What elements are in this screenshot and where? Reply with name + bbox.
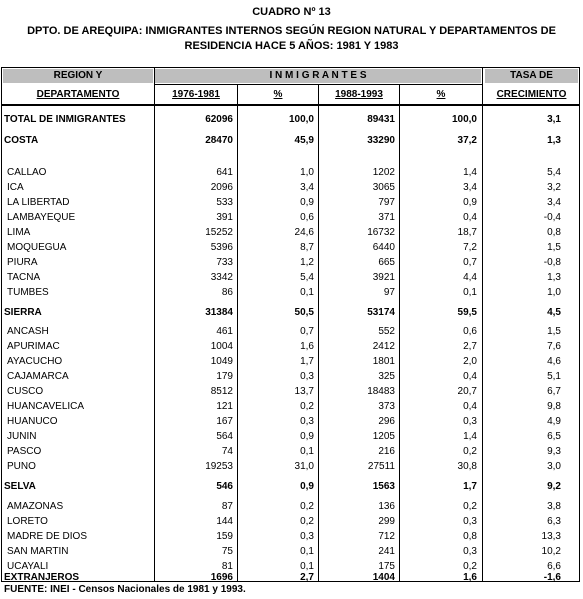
cell-v2: 371 xyxy=(378,212,395,223)
table-row xyxy=(1,182,580,197)
cell-p2: 2,0 xyxy=(463,356,477,367)
table-row xyxy=(1,546,580,561)
cell-r: -1,6 xyxy=(543,572,561,583)
cell-v2: 53174 xyxy=(367,307,395,318)
header-rate-top: TASA DE xyxy=(510,70,553,81)
row-label: ANCASH xyxy=(7,326,49,337)
cell-v1: 15252 xyxy=(205,227,233,238)
cell-p1: 0,9 xyxy=(300,481,314,492)
row-label: SIERRA xyxy=(4,307,42,318)
cell-p1: 1,7 xyxy=(300,356,314,367)
cell-v1: 733 xyxy=(216,257,233,268)
cell-v2: 16732 xyxy=(367,227,395,238)
cell-v2: 3921 xyxy=(372,272,395,283)
cell-r: 9,3 xyxy=(547,446,561,457)
cell-v1: 2096 xyxy=(210,182,233,193)
cell-v1: 8512 xyxy=(210,386,233,397)
cell-p2: 0,2 xyxy=(463,446,477,457)
table-row xyxy=(1,386,580,401)
table-row xyxy=(1,501,580,516)
cell-p1: 0,9 xyxy=(300,197,314,208)
cell-v1: 74 xyxy=(221,446,233,457)
cell-v2: 552 xyxy=(378,326,395,337)
cell-p1: 13,7 xyxy=(294,386,314,397)
cell-p2: 18,7 xyxy=(457,227,477,238)
table-row xyxy=(1,135,580,150)
cell-p1: 3,4 xyxy=(300,182,314,193)
header-rate-bottom: CRECIMIENTO xyxy=(496,89,567,100)
row-label: APURIMAC xyxy=(7,341,60,352)
table-row xyxy=(1,461,580,476)
cell-r: 9,8 xyxy=(547,401,561,412)
row-label: TUMBES xyxy=(7,287,49,298)
cell-p2: 0,9 xyxy=(463,197,477,208)
cell-p1: 0,6 xyxy=(300,212,314,223)
row-label: SAN MARTIN xyxy=(7,546,69,557)
cell-v1: 641 xyxy=(216,167,233,178)
cell-p1: 2,7 xyxy=(300,572,314,583)
table-row xyxy=(1,272,580,287)
cell-r: 3,1 xyxy=(547,114,561,125)
cell-p2: 37,2 xyxy=(457,135,477,146)
row-label: TACNA xyxy=(7,272,41,283)
cell-p2: 100,0 xyxy=(451,114,477,125)
cell-v2: 296 xyxy=(378,416,395,427)
row-label: EXTRANJEROS xyxy=(4,572,80,583)
row-label: PASCO xyxy=(7,446,42,457)
cell-r: 13,3 xyxy=(541,531,561,542)
cell-p1: 45,9 xyxy=(294,135,314,146)
cell-p1: 5,4 xyxy=(300,272,314,283)
cell-p1: 0,2 xyxy=(300,516,314,527)
row-label: CALLAO xyxy=(7,167,47,178)
cell-v2: 2412 xyxy=(372,341,395,352)
cell-p2: 0,3 xyxy=(463,546,477,557)
cell-r: 4,5 xyxy=(547,307,561,318)
row-label: LIMA xyxy=(7,227,31,238)
cell-v2: 665 xyxy=(378,257,395,268)
cell-p2: 0,8 xyxy=(463,531,477,542)
cell-v2: 18483 xyxy=(367,386,395,397)
cell-p1: 0,2 xyxy=(300,501,314,512)
cell-v2: 1205 xyxy=(372,431,395,442)
cell-p2: 4,4 xyxy=(463,272,477,283)
cell-p2: 0,3 xyxy=(463,416,477,427)
cell-p2: 1,4 xyxy=(463,431,477,442)
table-number: CUADRO Nº 13 xyxy=(252,6,331,18)
cell-r: 0,8 xyxy=(547,227,561,238)
cell-p2: 1,6 xyxy=(463,572,477,583)
header-region-top: REGION Y xyxy=(53,70,103,81)
cell-v2: 1801 xyxy=(372,356,395,367)
table-row xyxy=(1,341,580,356)
cell-p2: 0,4 xyxy=(463,212,477,223)
header-period-1993: 1988-1993 xyxy=(335,89,383,100)
row-label: HUANCAVELICA xyxy=(7,401,85,412)
row-label: LAMBAYEQUE xyxy=(7,212,76,223)
cell-p1: 0,2 xyxy=(300,401,314,412)
table-row xyxy=(1,257,580,272)
row-label: PUNO xyxy=(7,461,36,472)
row-label: CUSCO xyxy=(7,386,44,397)
cell-p1: 31,0 xyxy=(294,461,314,472)
cell-p1: 0,7 xyxy=(300,326,314,337)
data-table xyxy=(1,67,580,582)
table-row xyxy=(1,212,580,227)
cell-v2: 1563 xyxy=(372,481,395,492)
cell-p1: 0,1 xyxy=(300,287,314,298)
cell-p2: 1,7 xyxy=(463,481,477,492)
cell-v1: 31384 xyxy=(205,307,233,318)
cell-v1: 1004 xyxy=(210,341,233,352)
cell-v1: 87 xyxy=(221,501,233,512)
table-row xyxy=(1,516,580,531)
cell-v1: 121 xyxy=(216,401,233,412)
cell-v1: 159 xyxy=(216,531,233,542)
cell-v1: 86 xyxy=(221,287,233,298)
row-label: MOQUEGUA xyxy=(7,242,67,253)
table-row xyxy=(1,531,580,546)
cell-v1: 75 xyxy=(221,546,233,557)
cell-v1: 81 xyxy=(221,561,233,572)
header-region-bottom: DEPARTAMENTO xyxy=(36,89,120,100)
cell-v2: 175 xyxy=(378,561,395,572)
cell-p2: 3,4 xyxy=(463,182,477,193)
cell-p2: 1,4 xyxy=(463,167,477,178)
cell-r: -0,8 xyxy=(543,257,561,268)
table-row xyxy=(1,114,580,129)
cell-r: -0,4 xyxy=(543,212,561,223)
cell-r: 6,5 xyxy=(547,431,561,442)
row-label: AMAZONAS xyxy=(7,501,64,512)
cell-v2: 325 xyxy=(378,371,395,382)
cell-r: 5,1 xyxy=(547,371,561,382)
cell-v2: 797 xyxy=(378,197,395,208)
row-label: TOTAL DE INMIGRANTES xyxy=(4,114,126,125)
cell-v1: 1696 xyxy=(210,572,233,583)
cell-r: 1,5 xyxy=(547,326,561,337)
table-title-line-1: DPTO. DE AREQUIPA: INMIGRANTES INTERNOS SEGÚN REGION NATURAL Y DEPARTAMENTOS DE xyxy=(27,25,556,37)
header-immigrants: I N M I G R A N T E S xyxy=(269,70,367,81)
cell-p1: 1,6 xyxy=(300,341,314,352)
cell-r: 3,8 xyxy=(547,501,561,512)
table-row xyxy=(1,307,580,322)
cell-p2: 0,4 xyxy=(463,401,477,412)
table-row xyxy=(1,416,580,431)
cell-p2: 0,2 xyxy=(463,501,477,512)
cell-p2: 0,4 xyxy=(463,371,477,382)
cell-r: 6,6 xyxy=(547,561,561,572)
cell-r: 4,9 xyxy=(547,416,561,427)
table-row xyxy=(1,167,580,182)
cell-p2: 0,1 xyxy=(463,287,477,298)
source-note: FUENTE: INEI - Censos Nacionales de 1981 y 1993. xyxy=(4,584,246,595)
cell-p1: 0,1 xyxy=(300,561,314,572)
cell-v1: 533 xyxy=(216,197,233,208)
cell-p2: 0,2 xyxy=(463,561,477,572)
cell-p2: 2,7 xyxy=(463,341,477,352)
table-row xyxy=(1,227,580,242)
cell-p1: 0,1 xyxy=(300,446,314,457)
cell-p1: 0,3 xyxy=(300,371,314,382)
header-bottom-rule xyxy=(1,105,580,106)
table-row xyxy=(1,356,580,371)
cell-r: 6,7 xyxy=(547,386,561,397)
cell-v1: 564 xyxy=(216,431,233,442)
cell-p1: 0,1 xyxy=(300,546,314,557)
header-percent-1981: % xyxy=(273,89,283,100)
cell-r: 1,3 xyxy=(547,272,561,283)
cell-p2: 7,2 xyxy=(463,242,477,253)
row-label: HUANUCO xyxy=(7,416,58,427)
cell-p2: 0,3 xyxy=(463,516,477,527)
cell-v1: 3342 xyxy=(210,272,233,283)
cell-p2: 59,5 xyxy=(457,307,477,318)
cell-r: 4,6 xyxy=(547,356,561,367)
table-row xyxy=(1,481,580,496)
cell-p2: 0,6 xyxy=(463,326,477,337)
cell-p1: 1,2 xyxy=(300,257,314,268)
cell-v1: 1049 xyxy=(210,356,233,367)
cell-r: 5,4 xyxy=(547,167,561,178)
row-label: CAJAMARCA xyxy=(7,371,69,382)
cell-v2: 89431 xyxy=(367,114,395,125)
table-row xyxy=(1,326,580,341)
cell-v1: 144 xyxy=(216,516,233,527)
table-row xyxy=(1,197,580,212)
cell-v1: 461 xyxy=(216,326,233,337)
cell-v1: 167 xyxy=(216,416,233,427)
table-row xyxy=(1,431,580,446)
cell-r: 3,0 xyxy=(547,461,561,472)
cell-p2: 30,8 xyxy=(457,461,477,472)
cell-v2: 3065 xyxy=(372,182,395,193)
cell-v2: 712 xyxy=(378,531,395,542)
table-title-line-2: RESIDENCIA HACE 5 AÑOS: 1981 Y 1983 xyxy=(184,40,399,52)
table-row xyxy=(1,446,580,461)
cell-v1: 179 xyxy=(216,371,233,382)
cell-v1: 546 xyxy=(216,481,233,492)
row-label: COSTA xyxy=(4,135,39,146)
cell-v1: 391 xyxy=(216,212,233,223)
table-row xyxy=(1,371,580,386)
cell-r: 6,3 xyxy=(547,516,561,527)
cell-r: 9,2 xyxy=(547,481,561,492)
table-row xyxy=(1,401,580,416)
cell-v1: 62096 xyxy=(205,114,233,125)
cell-r: 1,3 xyxy=(547,135,561,146)
cell-v2: 1202 xyxy=(372,167,395,178)
cell-p1: 50,5 xyxy=(294,307,314,318)
cell-r: 1,0 xyxy=(547,287,561,298)
row-label: JUNIN xyxy=(7,431,37,442)
cell-v2: 6440 xyxy=(372,242,395,253)
cell-p2: 20,7 xyxy=(457,386,477,397)
cell-v1: 19253 xyxy=(205,461,233,472)
cell-v2: 299 xyxy=(378,516,395,527)
row-label: AYACUCHO xyxy=(7,356,63,367)
cell-p1: 0,3 xyxy=(300,416,314,427)
header-period-1981: 1976-1981 xyxy=(172,89,220,100)
cell-v1: 28470 xyxy=(205,135,233,146)
header-divider xyxy=(154,84,483,85)
cell-p1: 1,0 xyxy=(300,167,314,178)
cell-v2: 136 xyxy=(378,501,395,512)
cell-r: 10,2 xyxy=(541,546,561,557)
cell-v2: 1404 xyxy=(372,572,395,583)
cell-r: 1,5 xyxy=(547,242,561,253)
cell-v1: 5396 xyxy=(210,242,233,253)
cell-p1: 0,3 xyxy=(300,531,314,542)
cell-v2: 241 xyxy=(378,546,395,557)
row-label: SELVA xyxy=(4,481,36,492)
cell-p2: 0,7 xyxy=(463,257,477,268)
row-label: LORETO xyxy=(7,516,48,527)
row-label: MADRE DE DIOS xyxy=(7,531,88,542)
row-label: PIURA xyxy=(7,257,38,268)
cell-v2: 373 xyxy=(378,401,395,412)
table-row xyxy=(1,287,580,302)
cell-p1: 24,6 xyxy=(294,227,314,238)
cell-r: 3,4 xyxy=(547,197,561,208)
table-row xyxy=(1,242,580,257)
cell-v2: 97 xyxy=(383,287,395,298)
header-percent-1993: % xyxy=(436,89,446,100)
cell-v2: 27511 xyxy=(367,461,395,472)
cell-p1: 100,0 xyxy=(288,114,314,125)
cell-r: 7,6 xyxy=(547,341,561,352)
cell-p1: 8,7 xyxy=(300,242,314,253)
row-label: ICA xyxy=(7,182,24,193)
cell-v2: 33290 xyxy=(367,135,395,146)
cell-r: 3,2 xyxy=(547,182,561,193)
cell-v2: 216 xyxy=(378,446,395,457)
row-label: UCAYALI xyxy=(7,561,49,572)
row-label: LA LIBERTAD xyxy=(7,197,70,208)
cell-p1: 0,9 xyxy=(300,431,314,442)
